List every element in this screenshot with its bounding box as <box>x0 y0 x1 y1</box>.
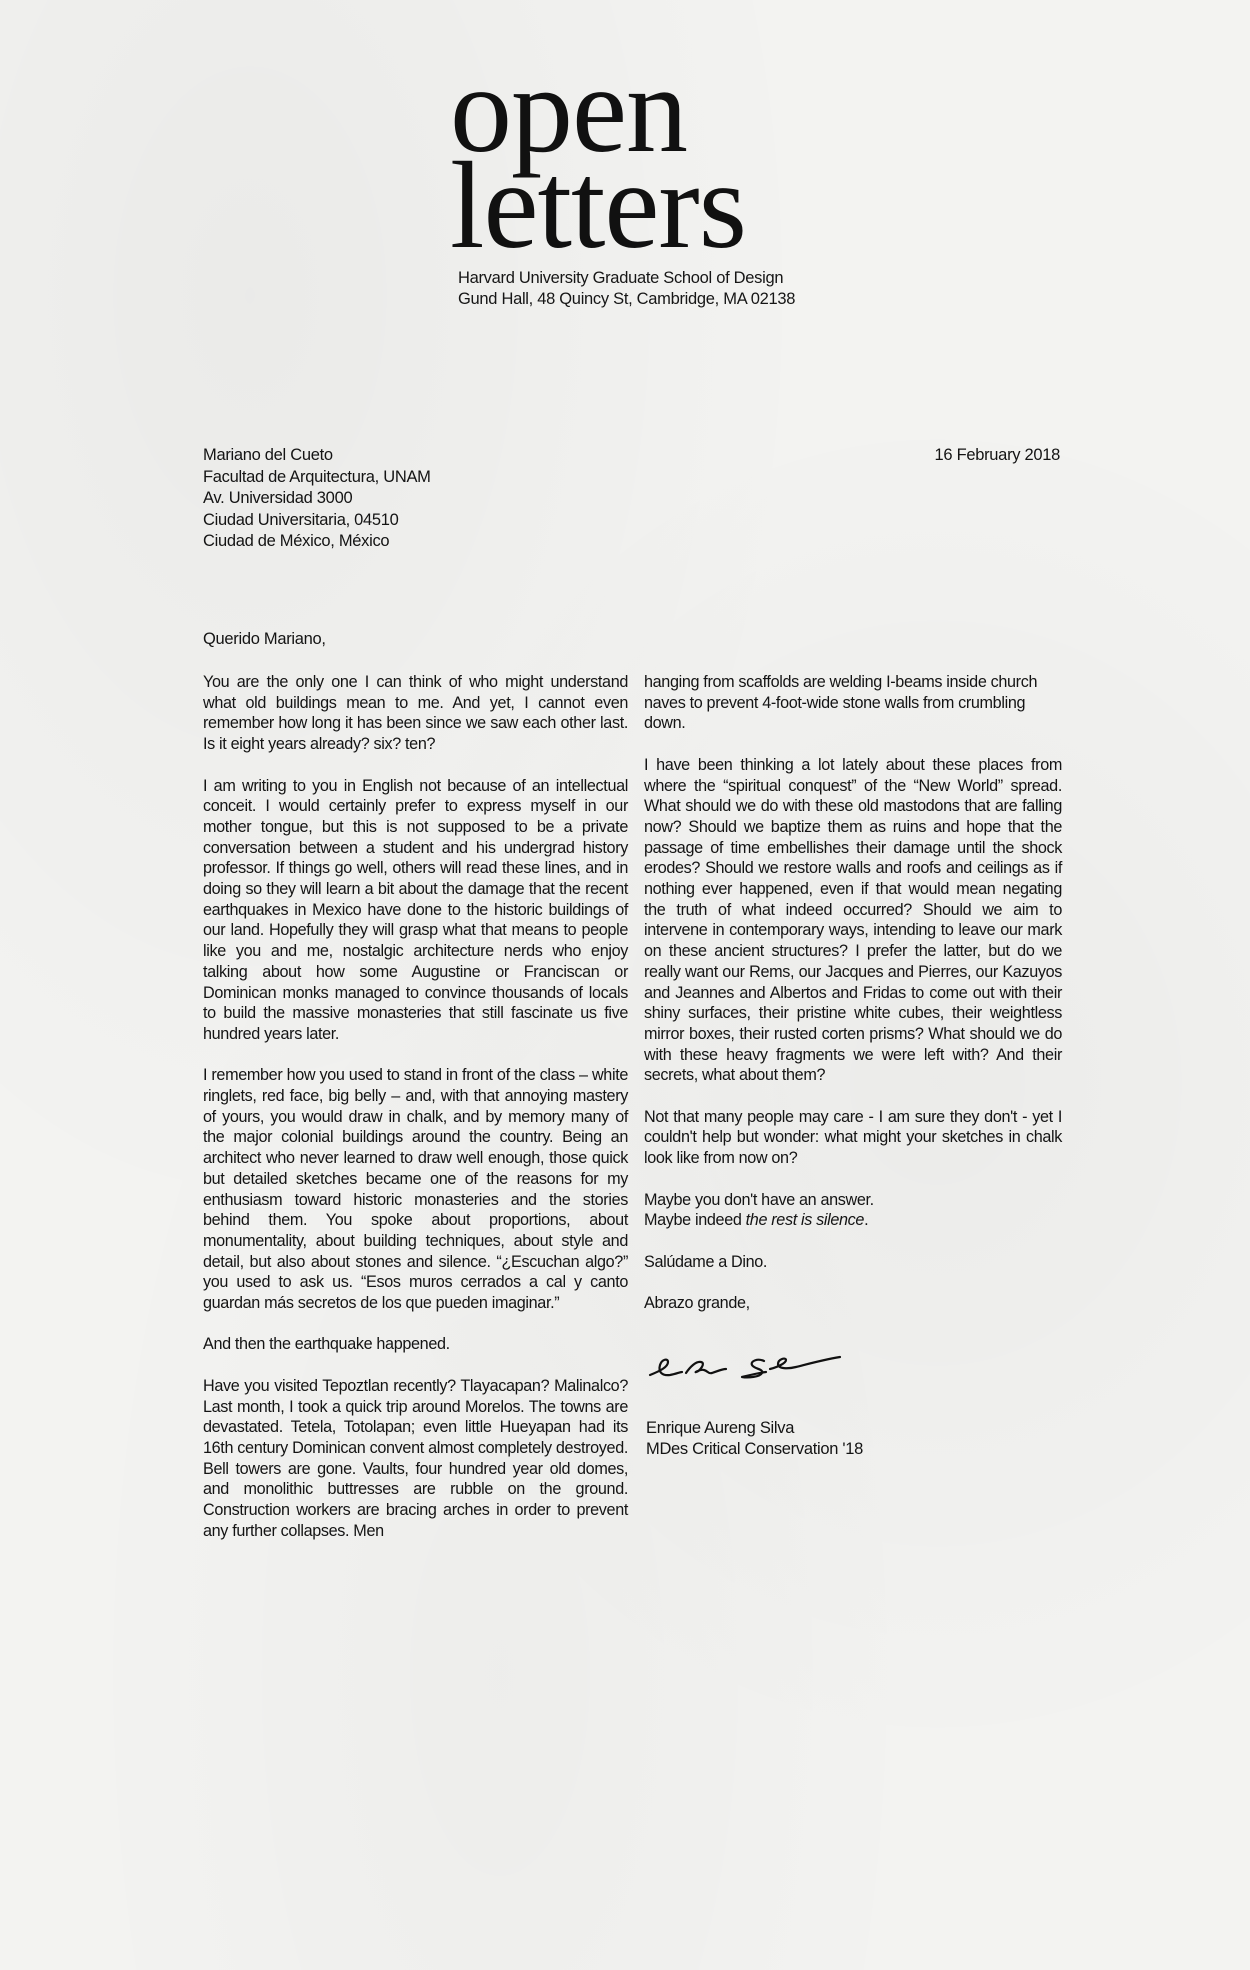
salutation: Querido Mariano, <box>203 630 326 648</box>
closing-maybe-line1: Maybe you don't have an answer. <box>644 1190 874 1209</box>
recipient-city: Ciudad de México, México <box>203 532 390 550</box>
masthead-title-letters: letters <box>450 137 746 274</box>
masthead <box>450 41 830 310</box>
recipient-name: Mariano del Cueto <box>203 446 333 464</box>
paragraph: hanging from scaffolds are welding I-beams inside church naves to prevent 4-foot-wide stone walls from crumbling down. <box>644 673 1038 733</box>
signer-name: Enrique Aureng Silva <box>646 1419 795 1437</box>
recipient-street: Av. Universidad 3000 <box>203 489 353 507</box>
closing-signoff: Abrazo grande, <box>644 1294 750 1313</box>
closing-maybe-line2-italic: the rest is silence <box>745 1211 865 1230</box>
closing-maybe-line2-suffix: . <box>864 1211 869 1230</box>
paragraph: I am writing to you in English not because of an intellectual conceit. I would certainly prefer to express myself in our mother tongue, but this is not supposed to be a private conversation between a student and his undergrad history professor. If things go well, others will read these lines, and in doing so they will learn a bit about the damage that the recent earthquakes in Mexico have done to the historic buildings of our land. Hopefully they will grasp what that means to people like you and me, nostalgic architecture nerds who enjoy talking about how some Augustine or Franciscan or Dominican monks managed to convince thousands of locals to build the massive monasteries that still fascinate us five hundred years later. <box>203 776 628 1043</box>
closing-maybe <box>644 1190 1062 1231</box>
masthead-title-open: open <box>450 41 688 178</box>
signer-block <box>646 1418 863 1460</box>
letter-date: 16 February 2018 <box>934 446 1060 464</box>
paragraph: And then the earthquake happened. <box>203 1335 450 1354</box>
masthead-subtitle <box>450 268 830 310</box>
recipient-address-block <box>203 445 431 553</box>
body-column-right <box>644 672 1062 1334</box>
recipient-faculty: Facultad de Arquitectura, UNAM <box>203 467 431 486</box>
closing-maybe-line2-prefix: Maybe indeed <box>644 1211 746 1230</box>
paragraph: Not that many people may care - I am sure they don't - yet I couldn't help but wonder: what might your sketches in chalk look like from now on? <box>644 1107 1062 1168</box>
paragraph: Have you visited Tepoztlan recently? Tlayacapan? Malinalco? Last month, I took a quick trip around Morelos. The towns are devastated. Tetela, Totolapan; even little Hueyapan had its 16th century Dominican convent almost completely destroyed. Bell towers are gone. Vaults, four hundred year old domes, and monolithic buttresses are rubble on the ground. Construction workers are bracing arches in order to prevent any further collapses. Men <box>203 1376 628 1540</box>
paragraph: I have been thinking a lot lately about these places from where the “spiritual conquest” of the “New World” spread. What should we do with these old mastodons that are falling now? Should we baptize them as ruins and hope that the passage of time embellishes their damage until the shock erodes? Should we restore walls and roofs and ceilings as if nothing ever happened, even if that would mean negating the truth of what indeed occurred? Should we aim to intervene in contemporary ways, intending to leave our mark on these ancient structures? I prefer the latter, but do we really want our Rems, our Jacques and Pierres, our Kazuyos and Jeannes and Albertos and Fridas to come out with their shiny surfaces, their pristine white cubes, their weightless mirror boxes, their rusted corten prisms? What should we do with these heavy fragments we were left with? And their secrets, what about them? <box>644 755 1062 1085</box>
signer-program: MDes Critical Conservation '18 <box>646 1440 863 1458</box>
institution-address: Gund Hall, 48 Quincy St, Cambridge, MA 02138 <box>458 290 796 308</box>
institution-name: Harvard University Graduate School of Design <box>458 269 784 287</box>
body-column-left <box>203 672 628 1562</box>
paragraph: I remember how you used to stand in front of the class – white ringlets, red face, big belly – and, with that annoying mastery of yours, you would draw in chalk, and by memory many of the major colonial buildings around the country. Being an architect who never learned to draw well enough, those quick but detailed sketches became one of the reasons for my enthusiasm toward historic monasteries and the stories behind them. You spoke about proportions, about monumentality, about building techniques, about style and detail, but also about stones and silence. “¿Escuchan algo?” you used to ask us. “Esos muros cerrados a cal y canto guardan más secretos de los que pueden imaginar.” <box>203 1066 628 1313</box>
recipient-postal: Ciudad Universitaria, 04510 <box>203 510 399 529</box>
closing-greeting: Salúdame a Dino. <box>644 1252 768 1271</box>
paragraph: You are the only one I can think of who might understand what old buildings mean to me. And yet, I cannot even remember how long it has been since we saw each other last. Is it eight years already? six? ten? <box>203 673 628 754</box>
handwritten-signature-icon <box>646 1345 846 1390</box>
